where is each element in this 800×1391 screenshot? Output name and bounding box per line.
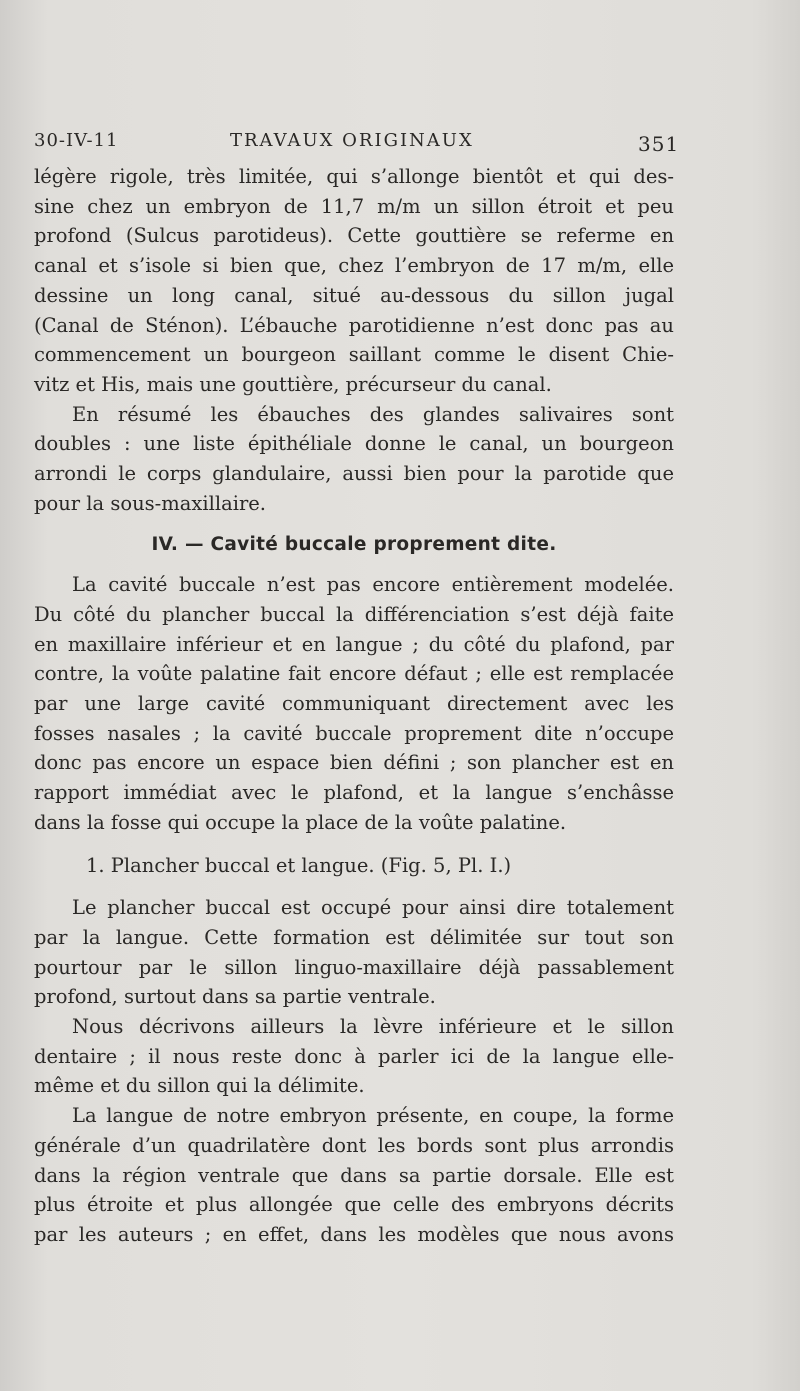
text-line: contre, la voûte palatine fait encore défaut ; elle est remplacée xyxy=(34,662,674,686)
text-line: par la langue. Cette formation est délimitée sur tout son xyxy=(34,925,674,949)
text-line: profond (Sulcus parotideus). Cette gouttière se referme en xyxy=(34,224,674,248)
text-line: plus étroite et plus allongée que celle des embryons décrits xyxy=(34,1193,674,1217)
text-line: dans la fosse qui occupe la place de la voûte palatine. xyxy=(34,810,567,834)
subsection-heading: 1. Plancher buccal et langue. (Fig. 5, Pl. I.) xyxy=(86,854,512,878)
text-line: fosses nasales ; la cavité buccale proprement dite n’occupe xyxy=(34,721,674,745)
text-line: en maxillaire inférieur et en langue ; du côté du plafond, par xyxy=(34,632,674,656)
text-line: En résumé les ébauches des glandes salivaires sont xyxy=(72,402,674,426)
text-line: (Canal de Sténon). L’ébauche parotidienne n’est donc pas au xyxy=(34,313,674,337)
text-line: dentaire ; il nous reste donc à parler ici de la langue elle- xyxy=(34,1044,674,1068)
running-head-date: 30-IV-11 xyxy=(34,130,119,151)
text-line: pour la sous-maxillaire. xyxy=(34,491,267,515)
text-line: sine chez un embryon de 11,7 m/m un sillon étroit et peu xyxy=(34,194,674,218)
text-line: canal et s’isole si bien que, chez l’embryon de 17 m/m, elle xyxy=(34,254,674,278)
page-number: 351 xyxy=(638,132,680,156)
running-head xyxy=(34,130,680,156)
body-text xyxy=(34,162,674,1250)
text-line: donc pas encore un espace bien défini ; son plancher est en xyxy=(34,751,674,775)
text-line: dans la région ventrale que dans sa partie dorsale. Elle est xyxy=(34,1163,674,1187)
text-line: rapport immédiat avec le plafond, et la langue s’enchâsse xyxy=(34,781,674,805)
text-line: pourtour par le sillon linguo-maxillaire déjà passablement xyxy=(34,955,674,979)
section-heading: IV. — Cavité buccale proprement dite. xyxy=(151,534,557,556)
text-line: même et du sillon qui la délimite. xyxy=(34,1074,365,1098)
text-line: par les auteurs ; en effet, dans les modèles que nous avons xyxy=(34,1222,674,1246)
text-line: profond, surtout dans sa partie ventrale. xyxy=(34,985,436,1009)
text-line: La cavité buccale n’est pas encore entièrement modelée. xyxy=(72,573,674,597)
text-line: Le plancher buccal est occupé pour ainsi dire totalement xyxy=(72,896,674,920)
text-line: commencement un bourgeon saillant comme le disent Chie- xyxy=(34,343,674,367)
running-head-title: TRAVAUX ORIGINAUX xyxy=(230,130,474,151)
text-line: par une large cavité communiquant directement avec les xyxy=(34,691,674,715)
text-line: vitz et His, mais une gouttière, précurseur du canal. xyxy=(34,372,552,396)
text-line: Du côté du plancher buccal la différenciation s’est déjà faite xyxy=(34,602,674,626)
text-line: arrondi le corps glandulaire, aussi bien pour la parotide que xyxy=(34,462,674,486)
text-line: générale d’un quadrilatère dont les bords sont plus arrondis xyxy=(34,1133,674,1157)
text-line: La langue de notre embryon présente, en coupe, la forme xyxy=(72,1104,674,1128)
text-line: doubles : une liste épithéliale donne le canal, un bourgeon xyxy=(34,432,674,456)
text-line: légère rigole, très limitée, qui s’allonge bientôt et qui des- xyxy=(34,165,674,188)
text-line: Nous décrivons ailleurs la lèvre inférieure et le sillon xyxy=(72,1014,674,1038)
text-line: dessine un long canal, situé au-dessous du sillon jugal xyxy=(34,283,674,307)
